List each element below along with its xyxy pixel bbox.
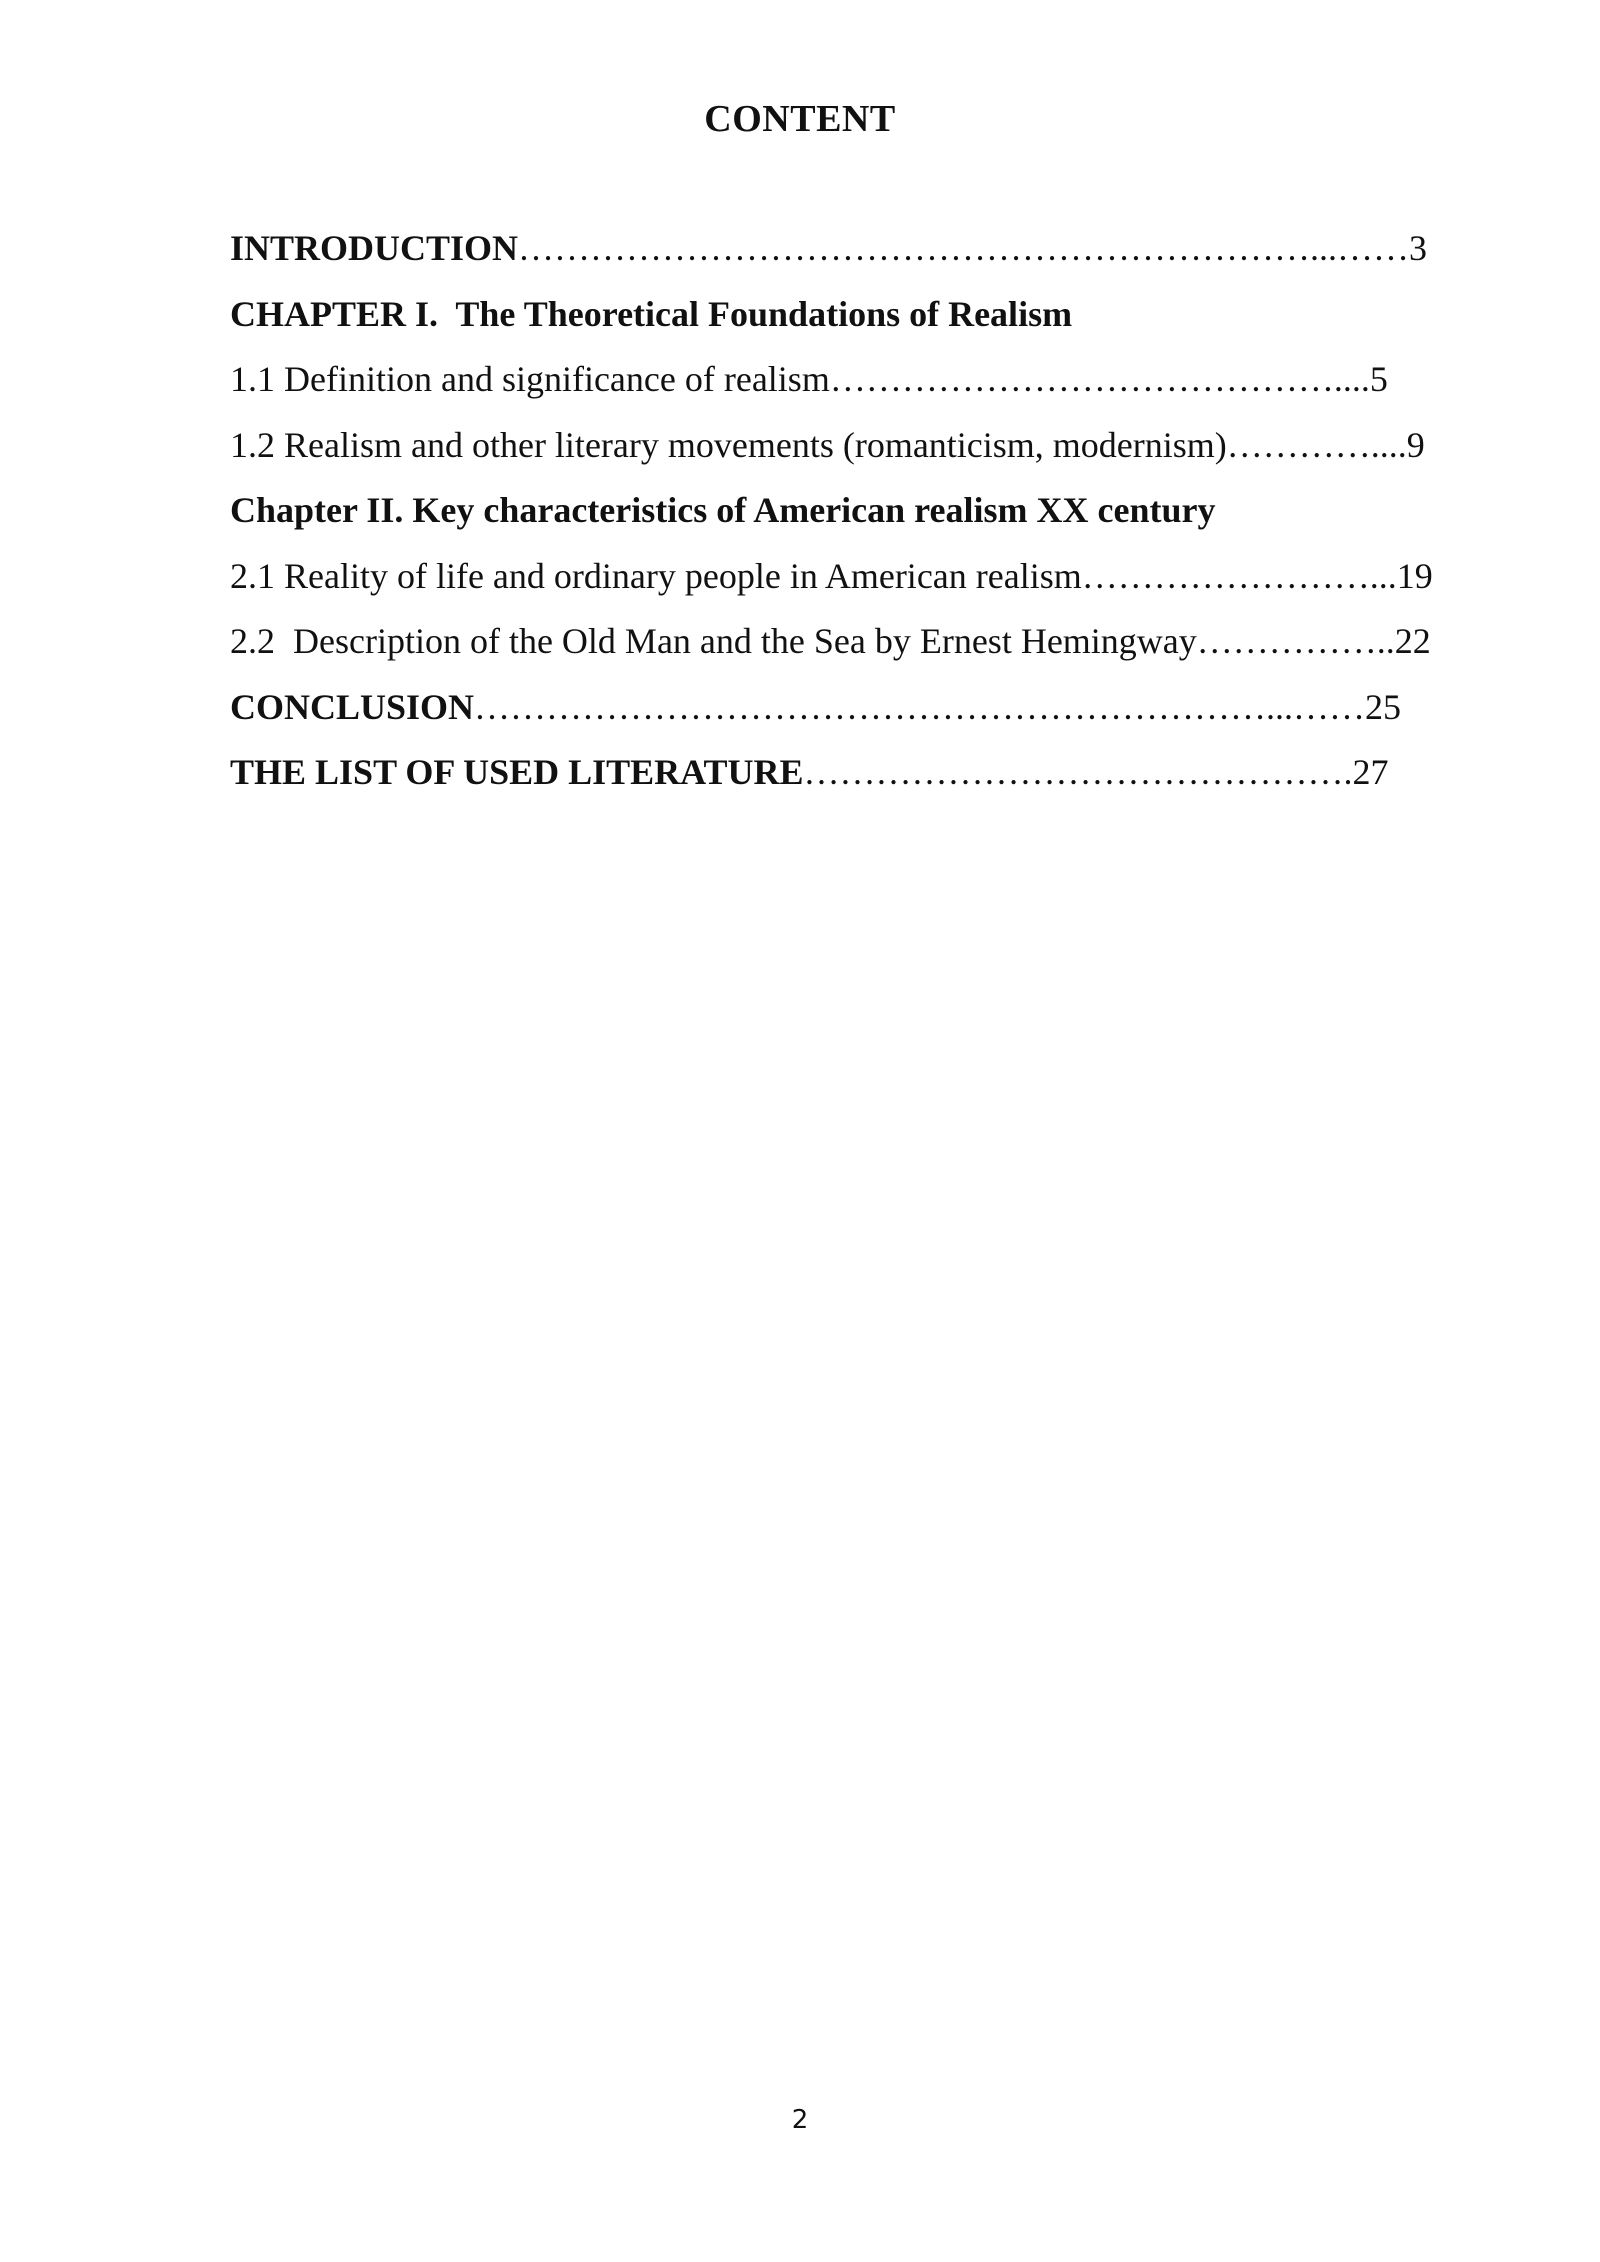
toc-entry-chapter-1[interactable]	[230, 288, 1490, 354]
toc-entry-label: 1.1 Definition and significance of realism	[230, 359, 830, 399]
toc-entry-introduction[interactable]	[230, 222, 1490, 288]
toc-entry-leader: ……………..	[1196, 621, 1395, 661]
toc-entry-label: INTRODUCTION	[230, 228, 519, 268]
toc-entry-literature[interactable]	[230, 746, 1490, 812]
toc-entry-1-2[interactable]	[230, 419, 1490, 485]
toc-entry-page: 27	[1352, 752, 1389, 792]
toc-entry-conclusion[interactable]	[230, 681, 1490, 747]
toc-entry-chapter-2[interactable]	[230, 484, 1490, 550]
table-of-contents	[230, 222, 1490, 812]
toc-entry-page: 5	[1369, 359, 1388, 399]
toc-entry-label: CONCLUSION	[230, 686, 475, 727]
toc-entry-leader: …………....	[1226, 424, 1407, 465]
toc-entry-label: 1.2 Realism and other literary movements (romanticism, modernism)	[230, 424, 1227, 465]
toc-entry-label: CHAPTER I. The Theoretical Foundations of Realism	[230, 293, 1073, 334]
page-number: 2	[791, 2105, 809, 2135]
toc-entry-label: 2.1 Reality of life and ordinary people in American realism	[230, 555, 1082, 596]
page-title: CONTENT	[704, 98, 896, 140]
toc-entry-leader: ……………………………………....	[829, 359, 1370, 399]
toc-entry-leader: …………………………………………………………...……	[474, 686, 1366, 727]
toc-entry-page: 19	[1396, 555, 1433, 596]
toc-entry-page: 3	[1409, 228, 1428, 268]
toc-entry-label: Chapter II. Key characteristics of American realism XX century	[230, 490, 1216, 530]
toc-entry-label: 2.2 Description of the Old Man and the Sea by Ernest Hemingway	[230, 621, 1197, 661]
toc-entry-2-1[interactable]	[230, 550, 1490, 616]
toc-entry-page: 22	[1394, 621, 1431, 661]
toc-entry-page: 9	[1406, 424, 1425, 465]
toc-entry-page: 25	[1365, 686, 1402, 727]
toc-entry-2-2[interactable]	[230, 615, 1490, 681]
toc-entry-label: THE LIST OF USED LITERATURE	[230, 752, 804, 792]
toc-entry-leader: ……………………...	[1081, 555, 1397, 596]
toc-entry-1-1[interactable]	[230, 353, 1490, 419]
toc-entry-leader: ……………………………………….	[803, 752, 1353, 792]
toc-entry-leader: …………………………………………………………...……	[518, 228, 1410, 268]
